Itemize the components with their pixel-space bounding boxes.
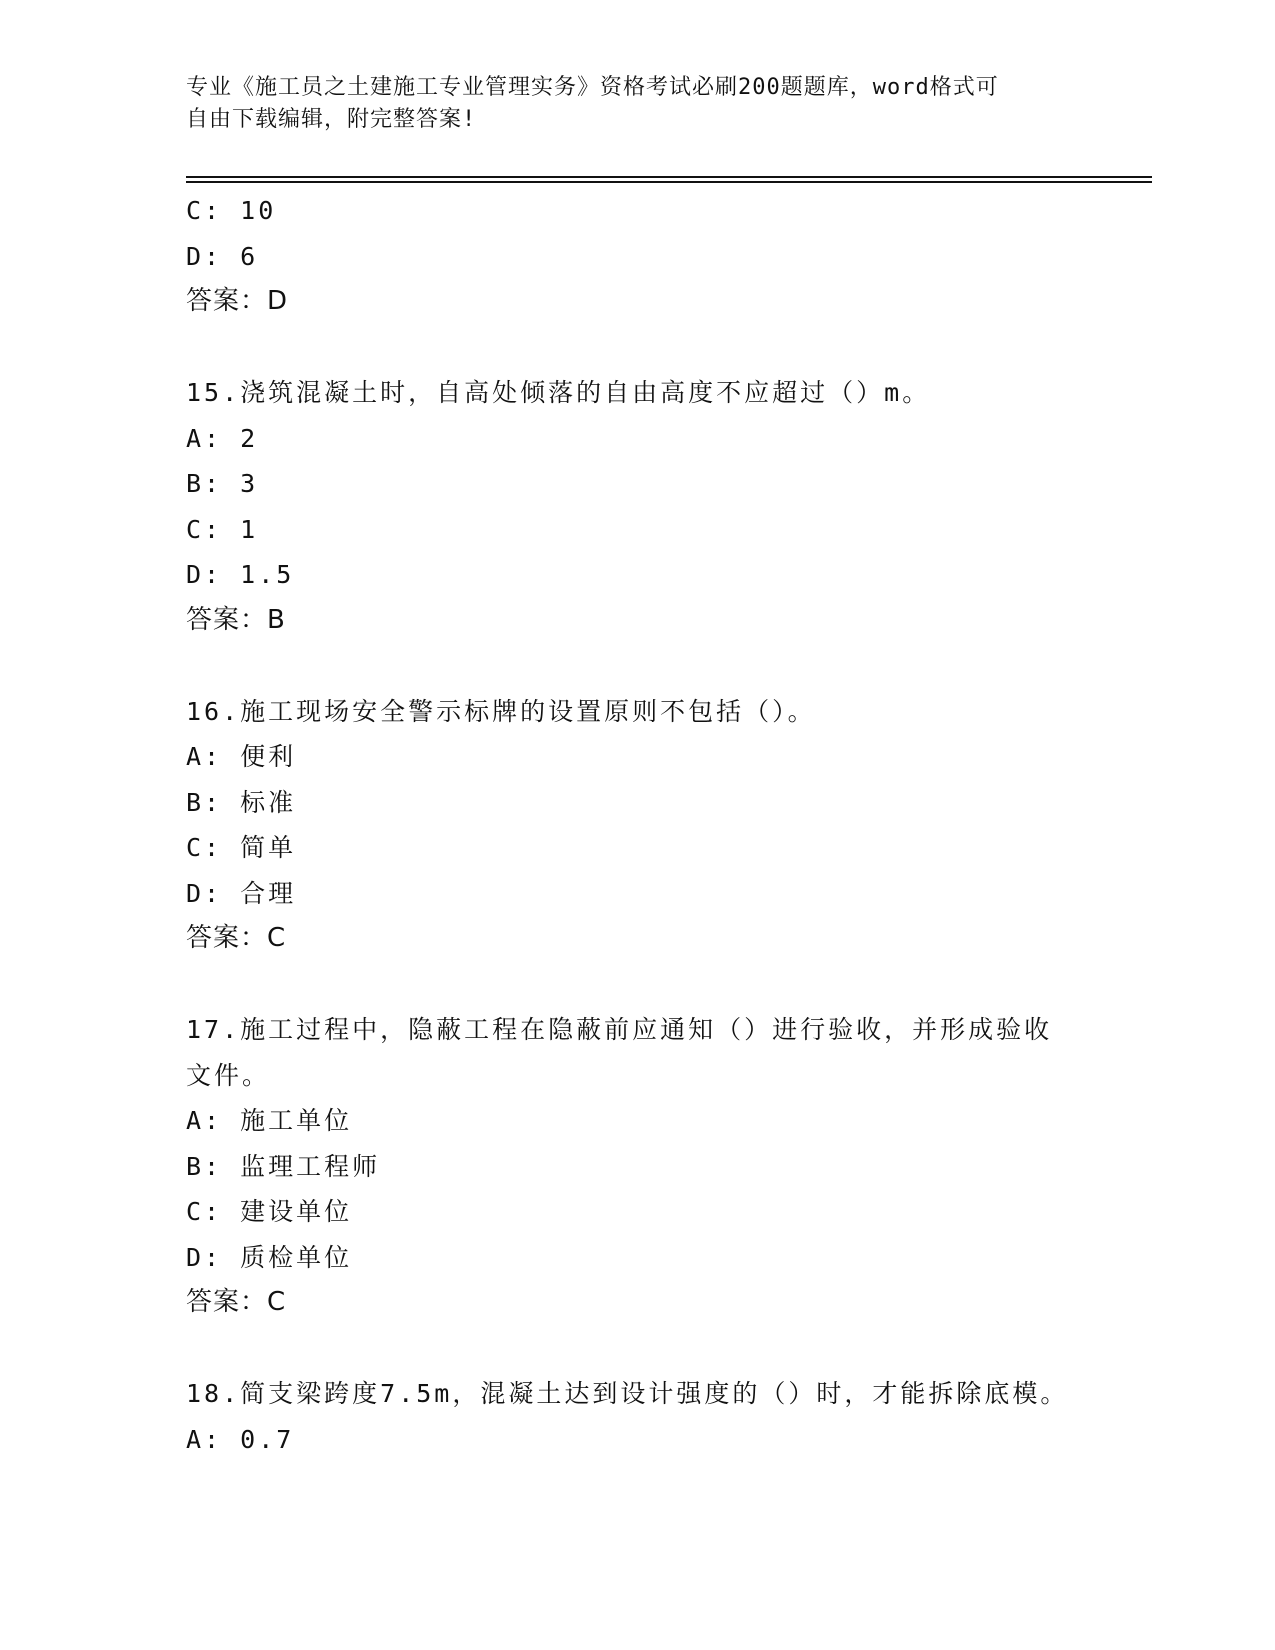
answer-line: 答案：C <box>186 923 287 953</box>
header-divider-bottom <box>186 181 1152 183</box>
question-17 <box>186 1007 1086 1326</box>
question-16 <box>186 689 1086 962</box>
question-content <box>186 188 1086 1462</box>
question-stem: 17.施工过程中，隐蔽工程在隐蔽前应通知（）进行验收，并形成验收 <box>186 1015 1053 1044</box>
option-b: B: 3 <box>186 469 259 498</box>
option-c: C: 建设单位 <box>186 1197 353 1226</box>
document-header <box>186 72 1066 136</box>
answer-line: 答案：D <box>186 286 289 316</box>
answer-line: 答案：C <box>186 1287 287 1317</box>
question-stem: 16.施工现场安全警示标牌的设置原则不包括（）。 <box>186 696 816 726</box>
option-d: D: 合理 <box>186 878 297 908</box>
option-a: A: 便利 <box>186 742 297 771</box>
spacer <box>186 325 1086 371</box>
option-a: A: 施工单位 <box>186 1106 353 1135</box>
spacer <box>186 1326 1086 1372</box>
answer-line: 答案：B <box>186 604 286 635</box>
question-stem: 18.简支梁跨度7.5m，混凝土达到设计强度的（）时，才能拆除底模。 <box>186 1379 1069 1408</box>
question-stem: 15.浇筑混凝土时，自高处倾落的自由高度不应超过（）m。 <box>186 378 931 407</box>
option-d: D: 1.5 <box>186 560 295 589</box>
question-stem-continued: 文件。 <box>186 1060 271 1090</box>
option-a: A: 0.7 <box>186 1424 295 1454</box>
question-18 <box>186 1371 1086 1462</box>
option-c: C: 1 <box>186 514 259 544</box>
header-divider-top <box>186 176 1152 178</box>
header-line-2: 自由下载编辑，附完整答案! <box>186 107 477 132</box>
question-15 <box>186 370 1086 643</box>
option-c: C: 简单 <box>186 833 297 862</box>
option-a: A: 2 <box>186 423 259 453</box>
spacer <box>186 962 1086 1008</box>
header-line-1: 专业《施工员之土建施工专业管理实务》资格考试必刷200题题库，word格式可 <box>186 75 999 100</box>
option-d: D: 6 <box>186 241 259 271</box>
spacer <box>186 643 1086 689</box>
option-b: B: 标准 <box>186 787 297 817</box>
option-c: C: 10 <box>186 196 277 225</box>
option-b: B: 监理工程师 <box>186 1151 381 1181</box>
question-14-continued <box>186 188 1086 325</box>
option-d: D: 质检单位 <box>186 1242 353 1272</box>
